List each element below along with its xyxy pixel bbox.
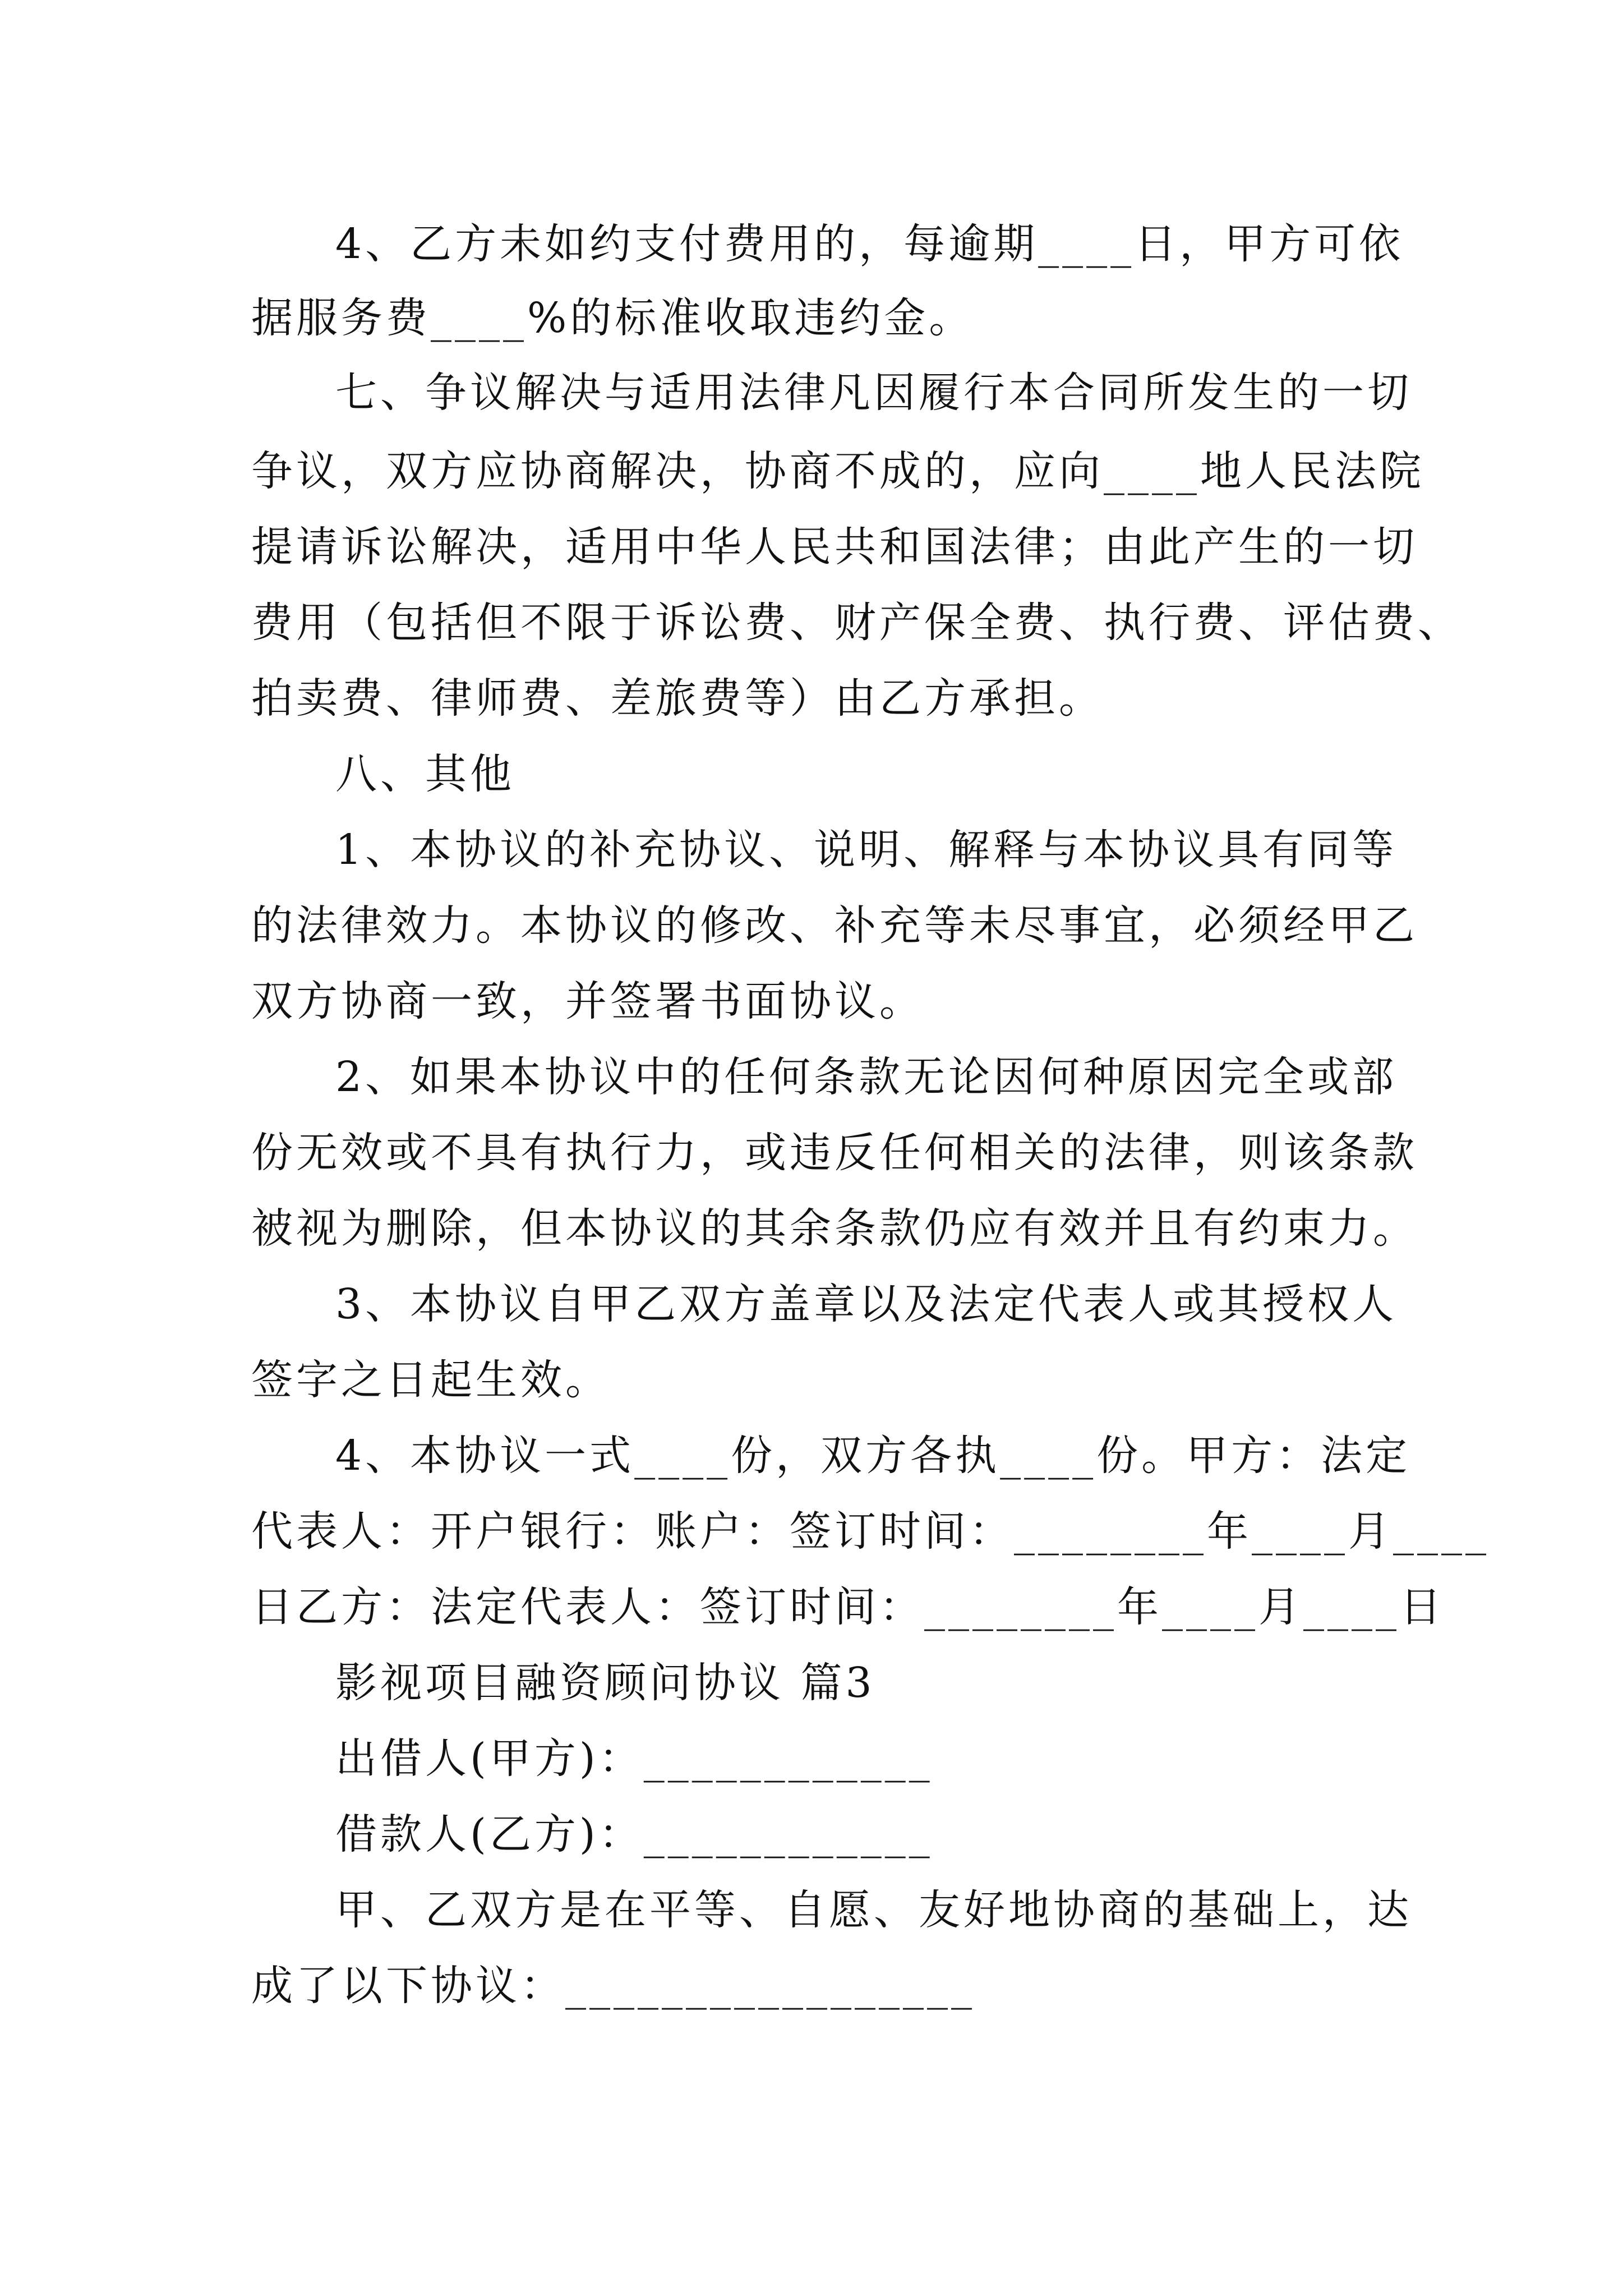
paragraph-line: 份无效或不具有执行力，或违反任何相关的法律，则该条款 bbox=[251, 1129, 1418, 1177]
borrower-field: 借款人(乙方)：____________ bbox=[335, 1810, 933, 1858]
paragraph-line: 双方协商一致，并签署书面协议。 bbox=[251, 977, 924, 1025]
paragraph-line: 成了以下协议：_________________ bbox=[251, 1962, 975, 2010]
paragraph-line: 拍卖费、律师费、差旅费等）由乙方承担。 bbox=[251, 674, 1104, 723]
paragraph-line: 提请诉讼解决，适用中华人民共和国法律；由此产生的一切 bbox=[251, 523, 1418, 571]
article-title: 影视项目融资顾问协议 篇3 bbox=[335, 1659, 875, 1707]
paragraph-line: 日乙方：法定代表人：签订时间：________年____月____日 bbox=[251, 1583, 1445, 1631]
paragraph-line: 七、争议解决与适用法律凡因履行本合同所发生的一切 bbox=[335, 369, 1412, 417]
paragraph-line: 甲、乙双方是在平等、自愿、友好地协商的基础上，达 bbox=[335, 1886, 1412, 1934]
section-heading: 八、其他 bbox=[335, 750, 515, 798]
paragraph-line: 2、如果本协议中的任何条款无论因何种原因完全或部 bbox=[335, 1053, 1398, 1101]
paragraph-line: 据服务费____%的标准收取违约金。 bbox=[251, 294, 974, 342]
paragraph-line: 被视为删除，但本协议的其余条款仍应有效并且有约束力。 bbox=[251, 1204, 1418, 1253]
paragraph-line: 4、乙方未如约支付费用的，每逾期____日，甲方可依 bbox=[335, 220, 1404, 268]
paragraph-line: 1、本协议的补充协议、说明、解释与本协议具有同等 bbox=[335, 826, 1398, 874]
paragraph-line: 争议，双方应协商解决，协商不成的，应向____地人民法院 bbox=[251, 447, 1424, 495]
paragraph-line: 签字之日起生效。 bbox=[251, 1356, 610, 1404]
paragraph-line: 的法律效力。本协议的修改、补充等未尽事宜，必须经甲乙 bbox=[251, 901, 1418, 950]
paragraph-line: 3、本协议自甲乙双方盖章以及法定代表人或其授权人 bbox=[335, 1280, 1398, 1328]
paragraph-line: 费用（包括但不限于诉讼费、财产保全费、执行费、评估费、 bbox=[251, 599, 1463, 647]
lender-field: 出借人(甲方)：____________ bbox=[335, 1734, 933, 1783]
paragraph-line: 代表人：开户银行：账户：签订时间：________年____月____ bbox=[251, 1507, 1490, 1556]
paragraph-line: 4、本协议一式____份，双方各执____份。甲方：法定 bbox=[335, 1432, 1411, 1480]
